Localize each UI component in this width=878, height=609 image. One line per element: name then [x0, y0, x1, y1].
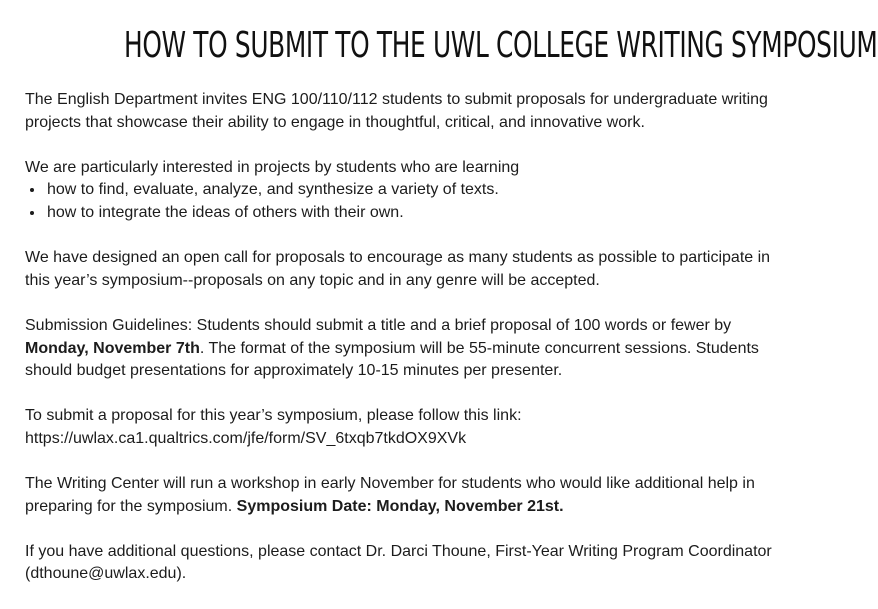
intro-paragraph: The English Department invites ENG 100/110/112 students to submit proposals for undergraduate writing projects that showcase their ability to engage in thoughtful, critical, and innovative work. [25, 91, 768, 131]
workshop-paragraph [25, 473, 785, 518]
submit-text: To submit a proposal for this year’s symposium, please follow this link: [25, 407, 522, 425]
open-call-paragraph: We have designed an open call for proposals to encourage as many students as possible to participate in this year’s symposium--proposals on any topic and in any genre will be accepted. [25, 249, 771, 289]
interests-list [25, 179, 785, 224]
interests-lead: We are particularly interested in projects by students who are learning [25, 158, 520, 176]
contact-paragraph: If you have additional questions, please contact Dr. Darci Thoune, First-Year Writing Program Coordinator (dthoune@uwlax.edu). [25, 542, 772, 583]
workshop-text: The Writing Center will run a workshop in early November for students who would like additional help in preparing for the symposium. [25, 475, 755, 515]
flyer-body [25, 89, 785, 609]
guidelines-paragraph [25, 315, 785, 383]
guidelines-text: Submission Guidelines: Students should submit a title and a brief proposal of 100 words or fewer by [25, 316, 732, 334]
interests-section [25, 157, 785, 225]
symposium-date: Symposium Date: Monday, November 21st. [236, 497, 564, 515]
list-item: • how to integrate the ideas of others with their own. [45, 202, 785, 225]
submission-link[interactable]: https://uwlax.ca1.qualtrics.com/jfe/form/SV_6txqb7tkdOX9XVk [25, 429, 467, 447]
deadline-date: Monday, November 7th [25, 339, 200, 357]
guidelines-format-text: . The format of the symposium will be 55-minute concurrent sessions. Students should budget presentations for approximately 10-15 minutes per presenter. [25, 339, 759, 380]
page-title: HOW TO SUBMIT TO THE UWL COLLEGE WRITING SYMPOSIUM [124, 25, 878, 66]
submit-paragraph [25, 405, 785, 450]
list-item: • how to find, evaluate, analyze, and synthesize a variety of texts. [45, 179, 785, 202]
